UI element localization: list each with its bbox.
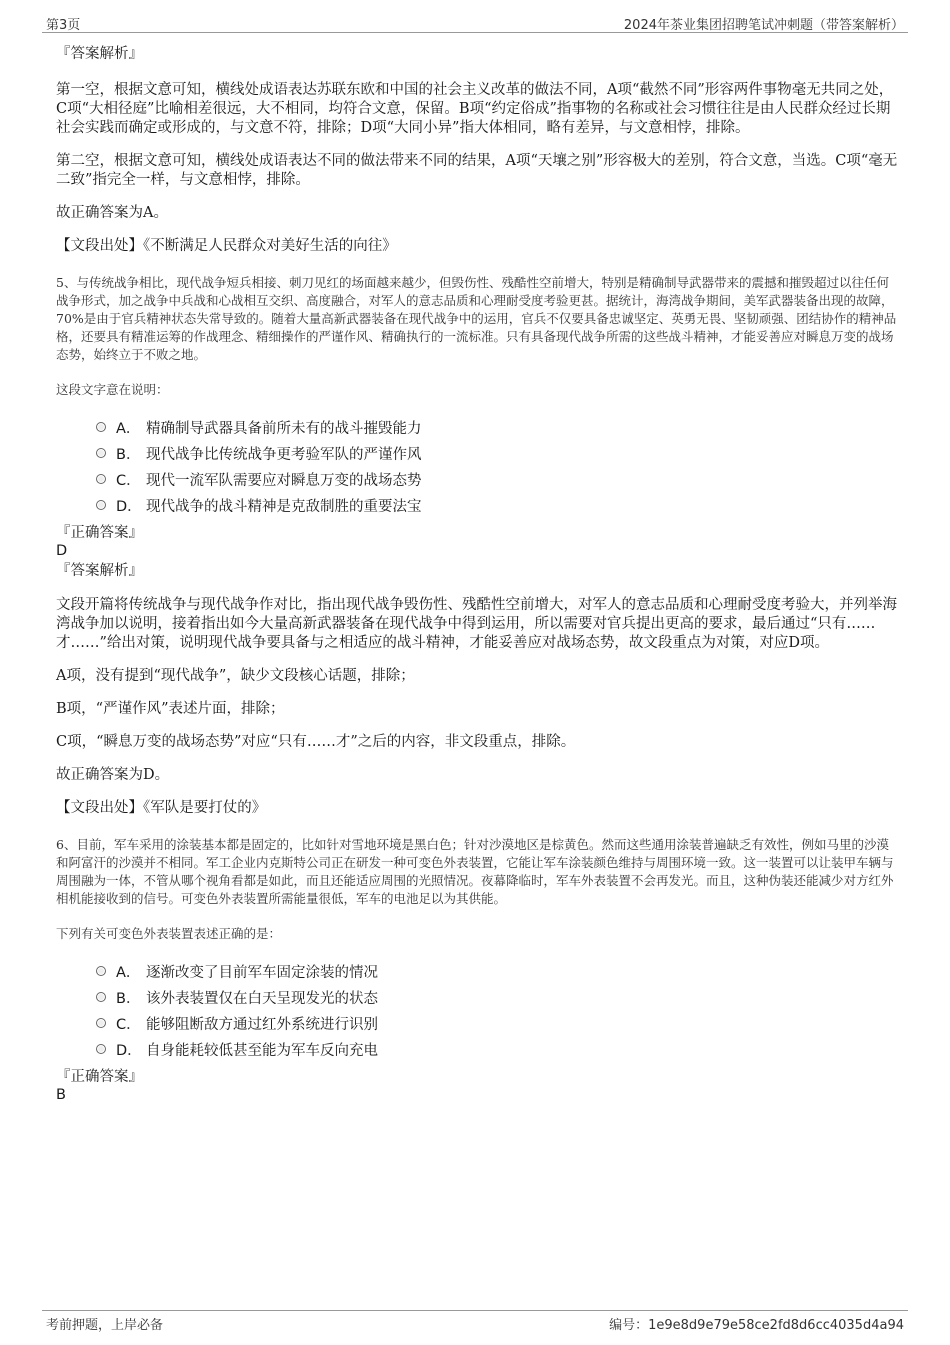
radio-icon[interactable] — [96, 1044, 106, 1054]
q5-options — [56, 414, 898, 518]
q6-answer-label: 『正确答案』 — [56, 1069, 143, 1085]
option-letter: C． — [116, 472, 141, 489]
q4-source: 【文段出处】《不断满足人民群众对美好生活的向往》 — [56, 238, 397, 254]
option-text: 能够阻断敌方通过红外系统进行识别 — [146, 1016, 378, 1033]
radio-icon[interactable] — [96, 448, 106, 458]
q5-option-b[interactable] — [56, 440, 898, 466]
option-letter: C． — [116, 1016, 141, 1033]
option-text: 精确制导武器具备前所未有的战斗摧毁能力 — [146, 420, 422, 437]
q6-option-a[interactable] — [56, 958, 898, 984]
footer-serial: 编号：1e9e8d9e79e58ce2fd8d6cc4035d4a94 — [609, 1318, 904, 1333]
q5-elim-b: B项，“严谨作风”表述片面，排除； — [56, 701, 285, 717]
q6-options — [56, 958, 898, 1062]
radio-icon[interactable] — [96, 1018, 106, 1028]
radio-icon[interactable] — [96, 992, 106, 1002]
option-letter: A． — [116, 964, 141, 981]
header-divider — [42, 32, 908, 33]
option-text: 现代战争比传统战争更考验军队的严谨作风 — [146, 446, 422, 463]
option-letter: B． — [116, 446, 141, 463]
q5-analysis: 文段开篇将传统战争与现代战争作对比，指出现代战争毁伤性、残酷性空前增大，对军人的意志品质和心理耐受度考验大，并列举海湾战争加以说明，接着指出如今大量高新武器装备在现代战争中得到运用，所以需要对官兵提出更高的要求，最后通过“只有……才……”给出对策，说明现代战争要具备与之相适应的战斗精神，才能妥善应对战场态势，故文段重点为对策，对应D项。 — [56, 597, 897, 651]
q6-stem: 6、目前，军车采用的涂装基本都是固定的，比如针对雪地环境是黑白色；针对沙漠地区是棕黄色。然而这些通用涂装普遍缺乏有效性，例如马里的沙漠和阿富汗的沙漠并不相同。军工企业内克斯特公司正在研发一种可变色外表装置，它能让军车涂装颜色维持与周围环境一致。这一装置可以让装甲车辆与周围融为一体，不管从哪个视角看都是如此，而且还能适应周围的光照情况。夜幕降临时，军车外表装置不会再发光。而且，这种伪装还能减少对方红外相机能接收到的信号。可变色外表装置所需能量很低，军车的电池足以为其供能。 — [56, 837, 894, 906]
q5-conclusion: 故正确答案为D。 — [56, 767, 170, 783]
radio-icon[interactable] — [96, 500, 106, 510]
option-text: 现代战争的战斗精神是克敌制胜的重要法宝 — [146, 498, 422, 515]
q5-option-c[interactable] — [56, 466, 898, 492]
q6-option-b[interactable] — [56, 984, 898, 1010]
footer-slogan: 考前押题，上岸必备 — [46, 1318, 164, 1333]
radio-icon[interactable] — [96, 966, 106, 976]
q5-analysis-label: 『答案解析』 — [56, 563, 143, 579]
option-letter: D． — [116, 1042, 142, 1059]
document-body — [56, 45, 898, 1104]
q6-question: 下列有关可变色外表装置表述正确的是： — [56, 926, 282, 941]
radio-icon[interactable] — [96, 422, 106, 432]
q5-answer-label: 『正确答案』 — [56, 525, 143, 541]
q5-answer: D — [56, 543, 68, 559]
q6-option-c[interactable] — [56, 1010, 898, 1036]
option-letter: D． — [116, 498, 142, 515]
option-text: 现代一流军队需要应对瞬息万变的战场态势 — [146, 472, 422, 489]
q5-elim-a: A项，没有提到“现代战争”，缺少文段核心话题，排除； — [56, 668, 415, 684]
option-text: 自身能耗较低甚至能为军车反向充电 — [146, 1042, 378, 1059]
q5-elim-c: C项，“瞬息万变的战场态势”对应“只有……才”之后的内容，非文段重点，排除。 — [56, 734, 576, 750]
header-title: 2024年茶业集团招聘笔试冲刺题（带答案解析） — [623, 18, 904, 33]
option-letter: B． — [116, 990, 141, 1007]
q4-analysis-para2: 第二空，根据文意可知，横线处成语表达不同的做法带来不同的结果，A项“天壤之别”形容极大的差别，符合文意，当选。C项“毫无二致”指完全一样，与文意相悖，排除。 — [56, 153, 898, 188]
option-letter: A． — [116, 420, 141, 437]
q5-option-d[interactable] — [56, 492, 898, 518]
q5-question: 这段文字意在说明： — [56, 382, 169, 397]
q5-option-a[interactable] — [56, 414, 898, 440]
footer-divider — [42, 1310, 908, 1311]
header-page-number: 第3页 — [46, 18, 81, 33]
option-text: 该外表装置仅在白天呈现发光的状态 — [146, 990, 378, 1007]
option-text: 逐渐改变了目前军车固定涂装的情况 — [146, 964, 378, 981]
q6-answer: B — [56, 1087, 66, 1103]
q4-analysis-label: 『答案解析』 — [56, 46, 143, 62]
q5-source: 【文段出处】《军队是要打仗的》 — [56, 800, 267, 816]
q5-stem: 5、与传统战争相比，现代战争短兵相接、刺刀见红的场面越来越少，但毁伤性、残酷性空前增大，特别是精确制导武器带来的震撼和摧毁超过以往任何战争形式，加之战争中兵战和心战相互交织、高度融合，对军人的意志品质和心理耐受度考验更甚。据统计，海湾战争期间，美军武器装备出现的故障，70%是由于官兵精神状态失常导致的。随着大量高新武器装备在现代战争中的运用，官兵不仅要具备忠诚坚定、英勇无畏、坚韧顽强、团结协作的精神品格，还要具有精准运筹的作战理念、精细操作的严谨作风、精确执行的一流标准。只有具备现代战争所需的这些战斗精神，才能妥善应对瞬息万变的战场态势，始终立于不败之地。 — [56, 275, 897, 362]
q6-option-d[interactable] — [56, 1036, 898, 1062]
q4-analysis-para1: 第一空，根据文意可知，横线处成语表达苏联东欧和中国的社会主义改革的做法不同，A项“截然不同”形容两件事物毫无共同之处，C项“大相径庭”比喻相差很远，大不相同，均符合文意，保留。B项“约定俗成”指事物的名称或社会习惯往往是由人民群众经过长期社会实践而确定或形成的，与文意不符，排除；D项“大同小异”指大体相同，略有差异，与文意相悖，排除。 — [56, 82, 894, 136]
radio-icon[interactable] — [96, 474, 106, 484]
q4-conclusion: 故正确答案为A。 — [56, 205, 168, 221]
